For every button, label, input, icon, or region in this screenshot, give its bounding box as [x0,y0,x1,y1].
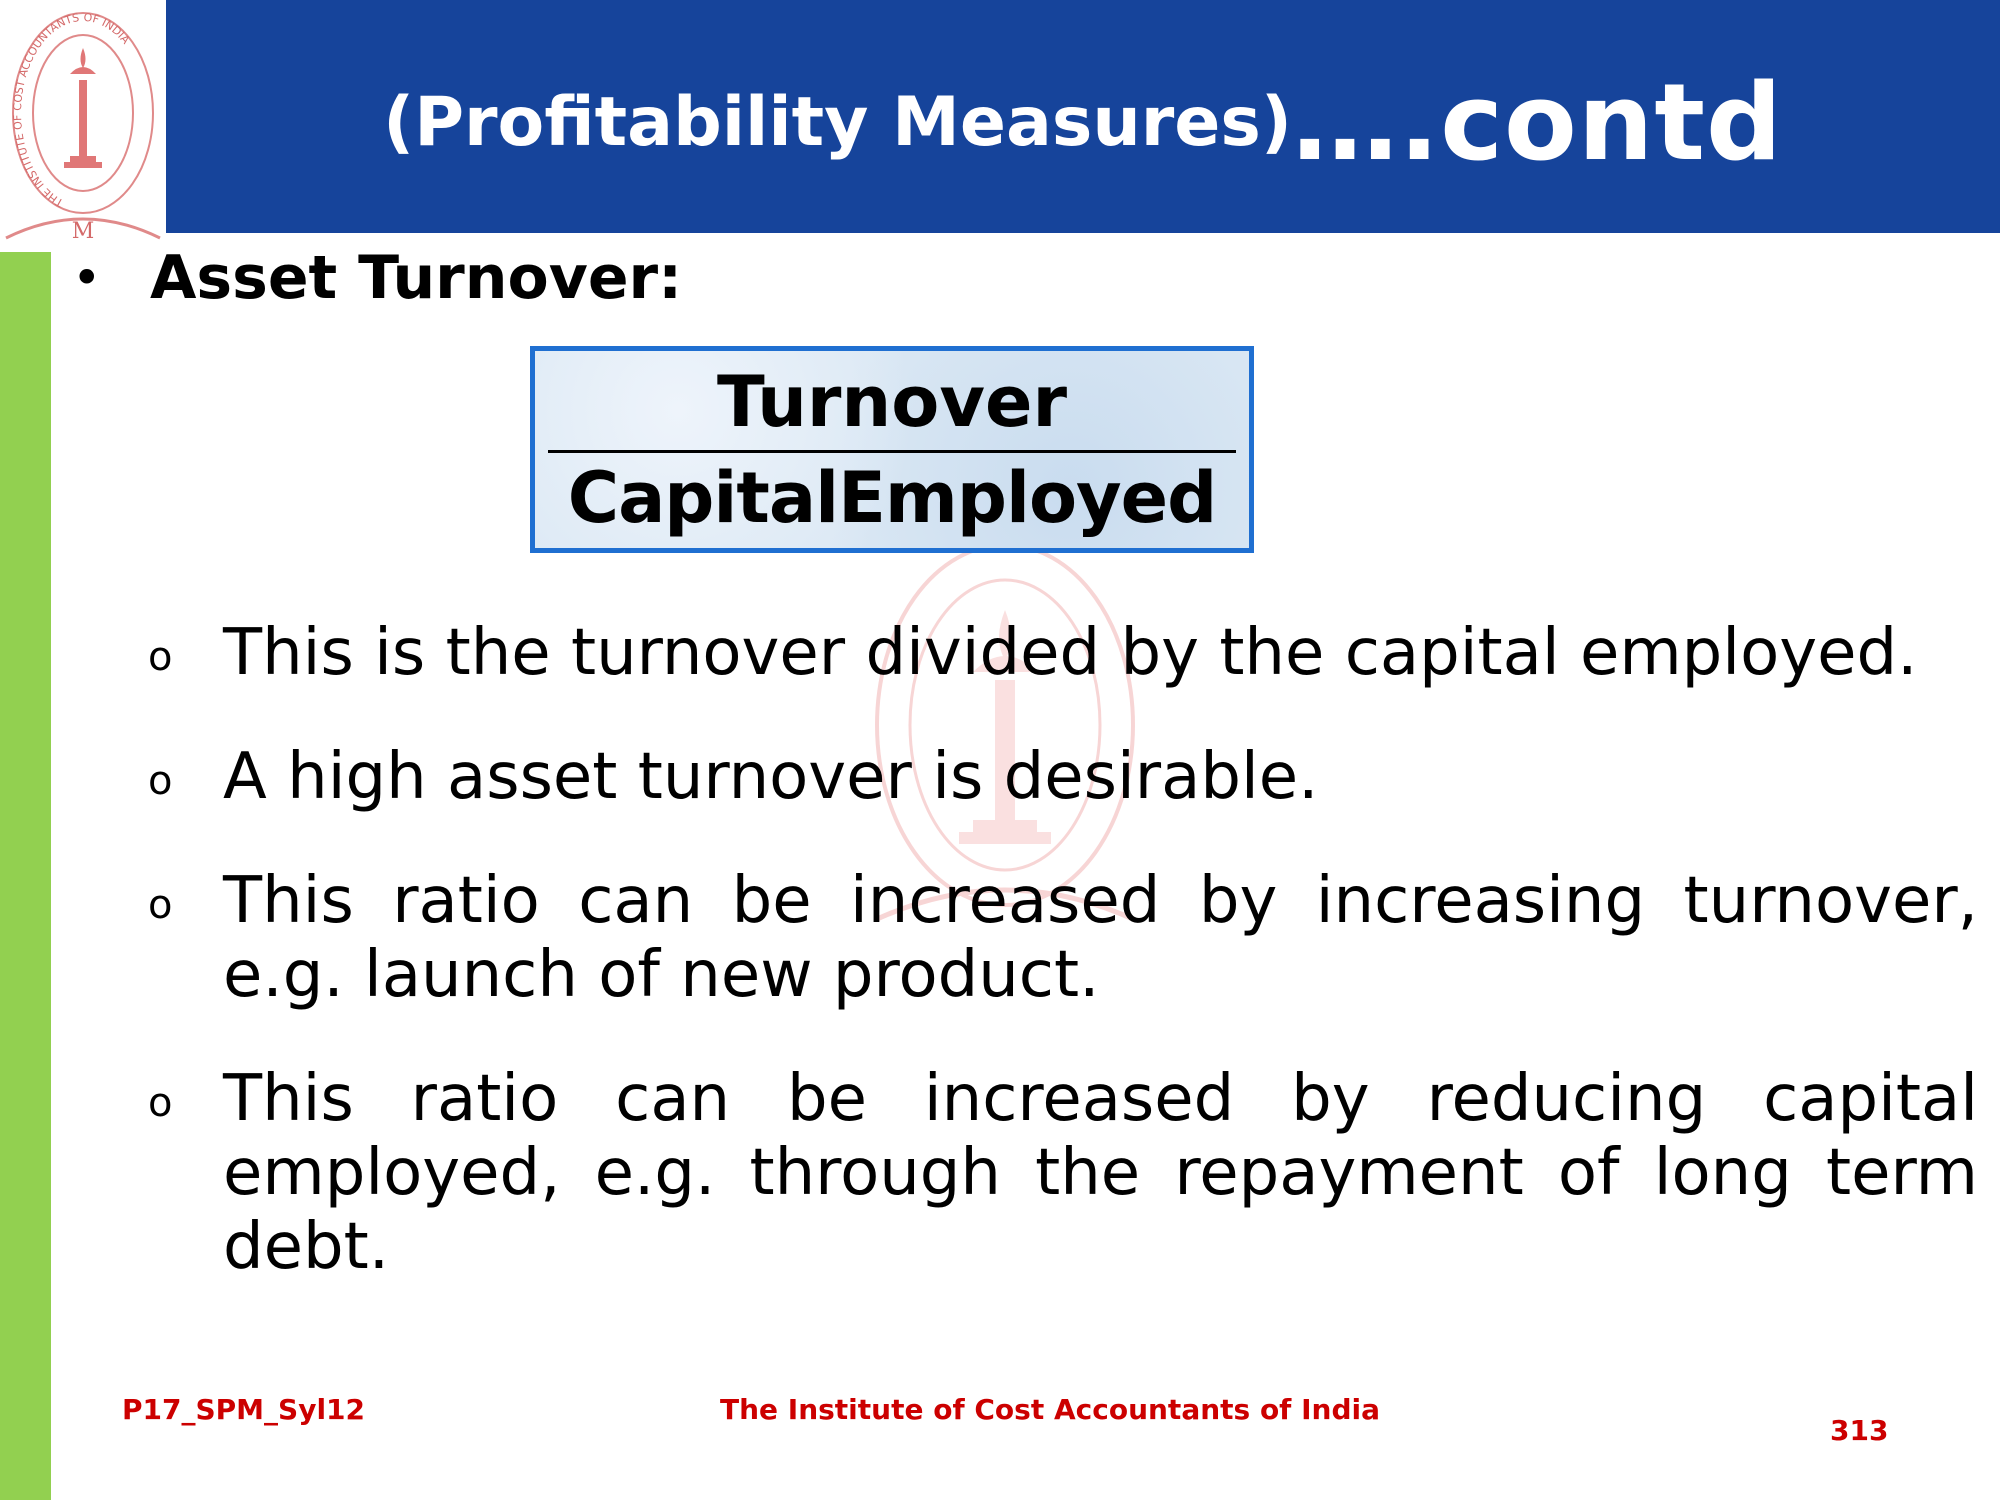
asset-turnover-bullet [68,238,682,318]
slide-title-main: (Profitability Measures) [383,83,1292,162]
formula-box [530,346,1254,553]
slide-title [166,0,2000,233]
lamp-pillar-emblem-icon [0,0,166,252]
list-item-marker: o [148,634,173,680]
svg-text:M: M [71,219,95,244]
list-item-text: This is the turnover divided by the capital employed. [223,616,1918,690]
bullet-marker: • [72,249,102,307]
slide-title-suffix: ….contd [1291,61,1783,184]
list-item [148,864,1978,1012]
bullet-heading: Asset Turnover: [150,243,683,313]
list-item-marker: o [148,758,173,804]
fraction-line [548,450,1236,453]
list-item [148,1062,1978,1284]
list-item-text: This ratio can be increased by reducing capital employed, e.g. through the repayment of long term debt. [223,1062,1978,1284]
formula-denominator: CapitalEmployed [567,457,1217,539]
logo-ring-text: THE INSTITUTE OF COST ACCOUNTANTS OF INDIA [11,10,133,210]
list-item-text: This ratio can be increased by increasing turnover, e.g. launch of new product. [223,864,1978,1012]
list-item-marker: o [148,1080,173,1126]
slide-header [166,0,2000,233]
formula-numerator: Turnover [717,361,1067,443]
list-item-text: A high asset turnover is desirable. [223,740,1319,814]
list-item-marker: o [148,882,173,928]
left-accent-bar [0,252,51,1500]
points-list [148,616,1978,1284]
page-number: 313 [1830,1414,1889,1447]
list-item [148,616,1978,690]
footer-course-code: P17_SPM_Syl12 [122,1393,366,1426]
footer-institute-name: The Institute of Cost Accountants of India [720,1393,1380,1426]
institute-logo [0,0,166,252]
list-item [148,740,1978,814]
